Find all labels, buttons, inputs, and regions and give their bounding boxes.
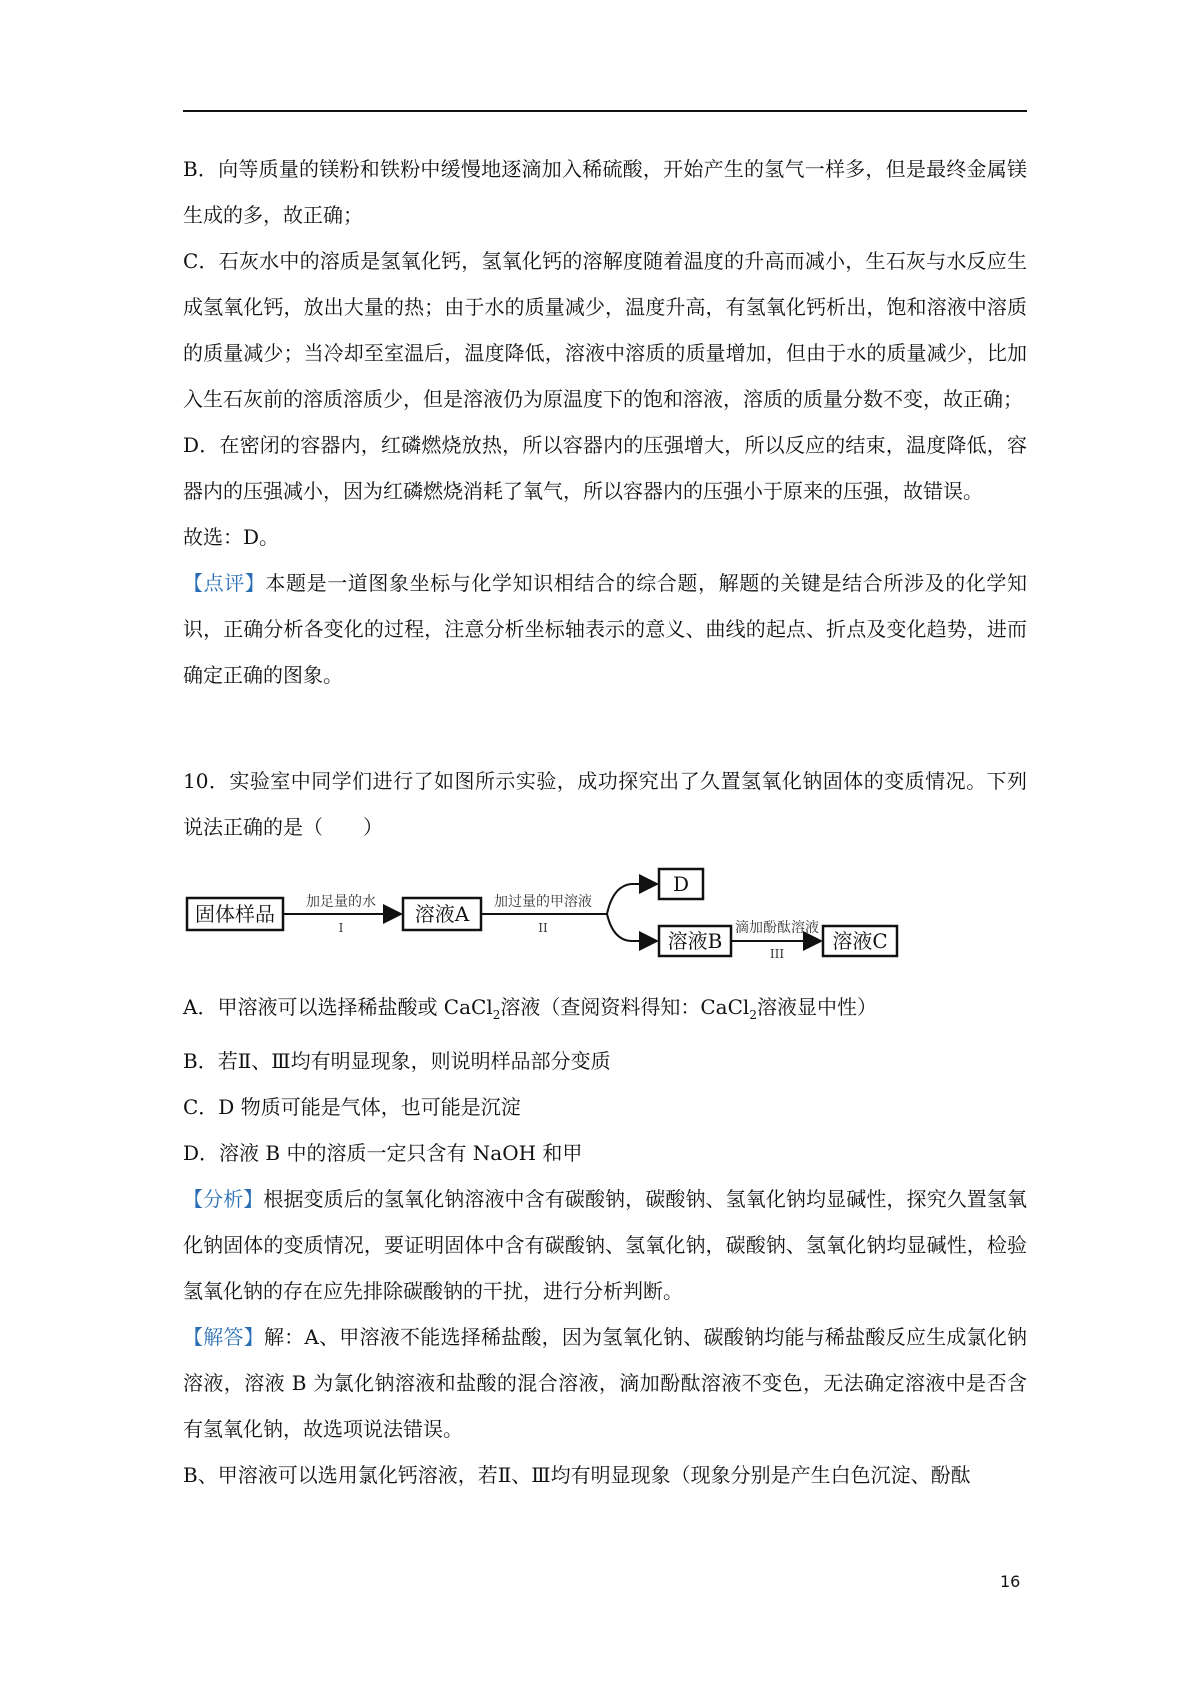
flow-diagram-svg [183,864,903,972]
comment-tag: 【点评】 [183,571,266,595]
question-10-stem: 10．实验室中同学们进行了如图所示实验，成功探究出了久置氢氧化钠固体的变质情况。下列说法正确的是（ ） [183,769,1027,839]
option-a-part3: 溶液显中性） [756,995,877,1019]
branch-to-b [607,914,657,941]
option-a [183,984,1027,1038]
header-rule [183,110,1027,112]
option-a-subscript2: 2 [749,1008,757,1022]
paragraph-option-d: D．在密闭的容器内，红磷燃烧放热，所以容器内的压强增大，所以反应的结束，温度降低，容器内的压强减小，因为红磷燃烧消耗了氧气，所以容器内的压强小于原来的压强，故错误。 [183,433,1027,503]
node-d: D [672,872,690,896]
solution-text: 解：A、甲溶液不能选择稀盐酸，因为氢氧化钠、碳酸钠均能与稀盐酸反应生成氯化钠溶液，溶液 B 为氯化钠溶液和盐酸的混合溶液，滴加酚酞溶液不变色，无法确定溶液中是否含有氢氧化钠，故选项说法错误。 [183,1325,1027,1441]
analysis-paragraph [183,1176,1027,1314]
paragraph-option-b: B．向等质量的镁粉和铁粉中缓慢地逐滴加入稀硫酸，开始产生的氢气一样多，但是最终金属镁生成的多，故正确； [183,157,1027,227]
edge-2-number: II [538,921,548,935]
page-number: 16 [1000,1572,1021,1591]
option-b: B．若Ⅱ、Ⅲ均有明显现象，则说明样品部分变质 [183,1049,611,1073]
option-c: C．D 物质可能是气体，也可能是沉淀 [183,1095,521,1119]
comment-text: 本题是一道图象坐标与化学知识相结合的综合题，解题的关键是结合所涉及的化学知识，正确分析各变化的过程，注意分析坐标轴表示的意义、曲线的起点、折点及变化趋势，进而确定正确的图象。 [183,571,1028,687]
experiment-flow-diagram [183,864,1027,972]
branch-to-d [607,884,657,914]
edge-2-label: 加过量的甲溶液 [494,894,592,910]
option-a-subscript1: 2 [492,1008,501,1022]
analysis-tag: 【分析】 [183,1187,264,1211]
option-a-part2: 溶液（查阅资料得知：CaCl [500,995,750,1019]
option-d: D．溶液 B 中的溶质一定只含有 NaOH 和甲 [183,1141,583,1165]
node-solution-a: 溶液A [414,902,470,926]
answer-line: 故选：D。 [183,525,280,549]
edge-3-label: 滴加酚酞溶液 [735,920,819,936]
option-a-part1: A．甲溶液可以选择稀盐酸或 CaCl [183,995,493,1019]
edge-1-number: I [338,921,344,935]
page-content [183,146,1027,1498]
paragraph-option-c: C．石灰水中的溶质是氢氧化钙，氢氧化钙的溶解度随着温度的升高而减小，生石灰与水反应生成氢氧化钙，放出大量的热；由于水的质量减少，温度升高，有氢氧化钙析出，饱和溶液中溶质的质量减少；当冷却至室温后，温度降低，溶液中溶质的质量增加，但由于水的质量减少，比加入生石灰前的溶质溶质少，但是溶液仍为原温度下的饱和溶液，溶质的质量分数不变，故正确； [183,249,1027,411]
analysis-text: 根据变质后的氢氧化钠溶液中含有碳酸钠，碳酸钠、氢氧化钠均显碱性，探究久置氢氧化钠固体的变质情况，要证明固体中含有碳酸钠、氢氧化钠，碳酸钠、氢氧化钠均显碱性，检验氢氧化钠的存在应先排除碳酸钠的干扰，进行分析判断。 [183,1187,1027,1303]
solution-tag: 【解答】 [183,1325,264,1349]
node-solid-sample: 固体样品 [195,902,275,926]
solution-option-b: B、甲溶液可以选用氯化钙溶液，若Ⅱ、Ⅲ均有明显现象（现象分别是产生白色沉淀、酚酞 [183,1463,971,1487]
node-solution-b: 溶液B [667,929,723,953]
comment-paragraph [183,560,1027,698]
edge-3-number: III [769,947,785,961]
node-solution-c: 溶液C [832,929,888,953]
edge-1-label: 加足量的水 [306,894,376,910]
solution-paragraph [183,1314,1027,1452]
